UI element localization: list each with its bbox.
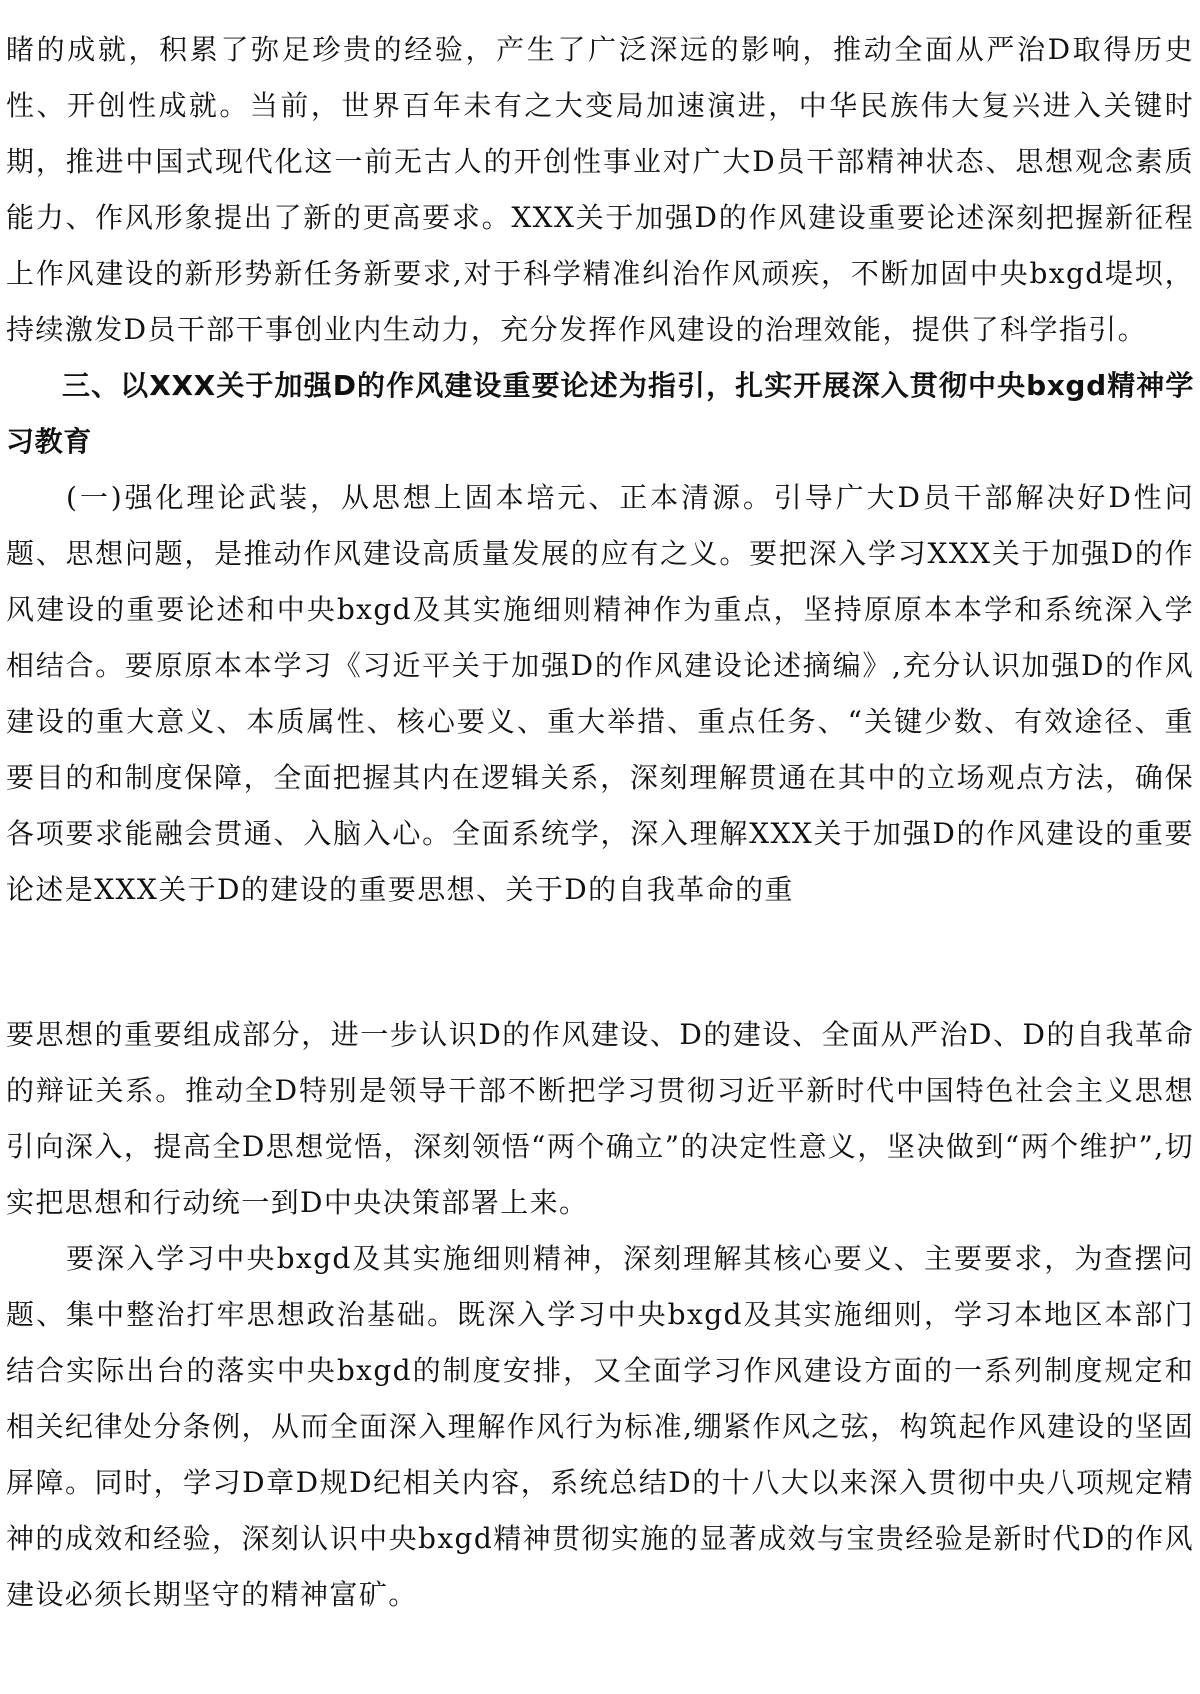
page-top-section (6, 22, 1194, 918)
section-heading: 三、以XXX关于加强D的作风建设重要论述为指引，扎实开展深入贯彻中央bxgd精神学习教育 (6, 369, 1194, 458)
body-paragraph: (一)强化理论武装，从思想上固本培元、正本清源。引导广大D员干部解决好D性问题、思想问题，是推动作风建设高质量发展的应有之义。要把深入学习XXX关于加强D的作风建设的重要论述和中央bxgd及其实施细则精神作为重点，坚持原原本本学和系统深入学相结合。要原原本本学习《习近平关于加强D的作风建设论述摘编》,充分认识加强D的作风建设的重大意义、本质属性、核心要义、重大举措、重点任务、“关键少数、有效途径、重要目的和制度保障，全面把握其内在逻辑关系，深刻理解贯通在其中的立场观点方法，确保各项要求能融会贯通、入脑入心。全面系统学，深入理解XXX关于加强D的作风建设的重要论述是XXX关于D的建设的重要思想、关于D的自我革命的重 (6, 481, 1195, 906)
body-paragraph: 睹的成就，积累了弥足珍贵的经验，产生了广泛深远的影响，推动全面从严治D取得历史性、开创性成就。当前，世界百年未有之大变局加速演进，中华民族伟大复兴进入关键时期，推进中国式现代化这一前无古人的开创性事业对广大D员干部精神状态、思想观念素质能力、作风形象提出了新的更高要求。XXX关于加强D的作风建设重要论述深刻把握新征程上作风建设的新形势新任务新要求,对于科学精准纠治作风顽疾，不断加固中央bxgd堤坝，持续激发D员干部干事创业内生动力，充分发挥作风建设的治理效能，提供了科学指引。 (6, 33, 1194, 346)
body-paragraph: 要深入学习中央bxgd及其实施细则精神，深刻理解其核心要义、主要要求，为查摆问题、集中整治打牢思想政治基础。既深入学习中央bxgd及其实施细则，学习本地区本部门结合实际出台的落实中央bxgd的制度安排，又全面学习作风建设方面的一系列制度规定和相关纪律处分条例，从而全面深入理解作风行为标准,绷紧作风之弦，构筑起作风建设的坚固屏障。同时，学习D章D规D纪相关内容，系统总结D的十八大以来深入贯彻中央八项规定精神的成效和经验，深刻认识中央bxgd精神贯彻实施的显著成效与宝贵经验是新时代D的作风建设必须长期坚守的精神富矿。 (6, 1242, 1194, 1611)
body-paragraph: 要思想的重要组成部分，进一步认识D的作风建设、D的建设、全面从严治D、D的自我革命的辩证关系。推动全D特别是领导干部不断把学习贯彻习近平新时代中国特色社会主义思想引向深入，提高全D思想觉悟，深刻领悟“两个确立”的决定性意义，坚决做到“两个维护”,切实把思想和行动统一到D中央决策部署上来。 (6, 1018, 1194, 1219)
page-bottom-section (6, 1007, 1194, 1623)
